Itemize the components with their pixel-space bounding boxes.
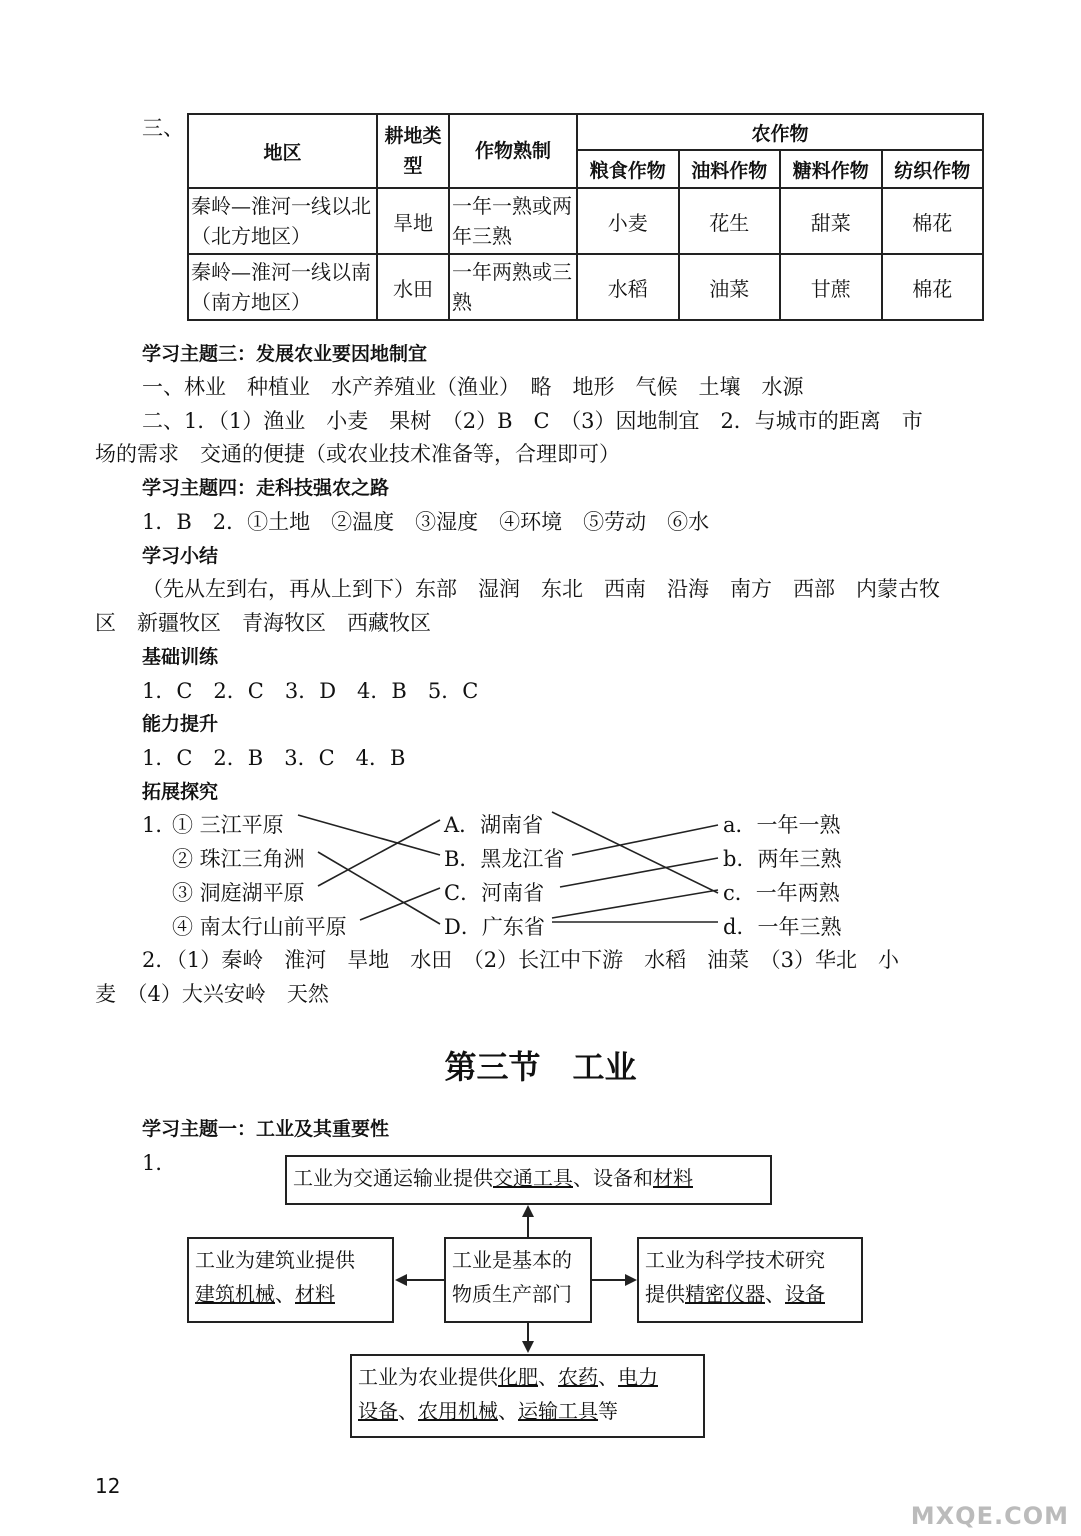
cell-oil: 花生	[679, 188, 781, 254]
header-region: 地区	[188, 114, 377, 188]
box-construction: 工业为建筑业提供 建筑机械、材料	[187, 1237, 394, 1323]
cell-land: 旱地	[377, 188, 449, 254]
header-textile: 纺织作物	[882, 150, 984, 188]
cell-oil: 油菜	[679, 254, 781, 320]
answer-line: 1．C 2．C 3．D 4．B 5．C	[142, 679, 479, 703]
header-oil: 油料作物	[679, 150, 781, 188]
answer-line: 2．（1）秦岭 淮河 旱地 水田 （2）长江中下游 水稻 油菜 （3）华北 小	[142, 948, 899, 972]
cell-region: 秦岭—淮河一线以南（南方地区）	[188, 254, 377, 320]
mid-item: C．河南省	[444, 881, 545, 905]
mid-item: A．湖南省	[444, 813, 544, 837]
cell-cropping: 一年两熟或三熟	[449, 254, 577, 320]
cell-cropping: 一年一熟或两年三熟	[449, 188, 577, 254]
left-item: ④ 南太行山前平原	[172, 915, 347, 939]
header-food: 粮食作物	[577, 150, 679, 188]
matching-number: 1．	[142, 813, 177, 837]
summary-heading: 学习小结	[142, 545, 219, 567]
cell-textile: 棉花	[882, 188, 984, 254]
cell-land: 水田	[377, 254, 449, 320]
right-item: b．两年三熟	[723, 847, 842, 871]
answer-line: （先从左到右，再从上到下）东部 湿润 东北 西南 沿海 南方 西部 内蒙古牧	[142, 577, 940, 601]
basic-heading: 基础训练	[142, 646, 219, 668]
header-cropping: 作物熟制	[449, 114, 577, 188]
box-transport: 工业为交通运输业提供交通工具、设备和材料	[285, 1155, 772, 1205]
watermark: MXQE.COM	[910, 1502, 1069, 1530]
theme4-heading: 学习主题四：走科技强农之路	[142, 477, 390, 499]
header-land: 耕地类型	[377, 114, 449, 188]
page-number: 12	[95, 1474, 121, 1498]
cell-sugar: 甘蔗	[780, 254, 882, 320]
theme3-heading: 学习主题三：发展农业要因地制宜	[142, 343, 428, 365]
answer-line: 二、1．（1）渔业 小麦 果树 （2）B C （3）因地制宜 2．与城市的距离 市	[142, 409, 923, 433]
header-crops: 农作物	[577, 114, 983, 150]
table-label: 三、	[142, 116, 184, 140]
answer-line: 麦 （4）大兴安岭 天然	[95, 982, 329, 1006]
box-science: 工业为科学技术研究 提供精密仪器、设备	[637, 1237, 863, 1323]
theme1-heading: 学习主题一：工业及其重要性	[142, 1118, 390, 1140]
header-sugar: 糖料作物	[780, 150, 882, 188]
cell-sugar: 甜菜	[780, 188, 882, 254]
answer-line: 1．B 2．①土地 ②温度 ③湿度 ④环境 ⑤劳动 ⑥水	[142, 510, 710, 534]
cell-textile: 棉花	[882, 254, 984, 320]
answer-line: 区 新疆牧区 青海牧区 西藏牧区	[95, 611, 431, 635]
diagram-number: 1．	[142, 1151, 177, 1175]
mid-item: B．黑龙江省	[444, 847, 565, 871]
expand-heading: 拓展探究	[142, 781, 219, 803]
cell-food: 水稻	[577, 254, 679, 320]
answer-line: 1．C 2．B 3．C 4．B	[142, 746, 406, 770]
ability-heading: 能力提升	[142, 713, 219, 735]
answer-line: 场的需求 交通的便捷（或农业技术准备等，合理即可）	[95, 442, 620, 466]
cell-food: 小麦	[577, 188, 679, 254]
mid-item: D．广东省	[444, 915, 545, 939]
section-title: 第三节 工业	[444, 1048, 637, 1086]
box-agriculture: 工业为农业提供化肥、农药、电力 设备、农用机械、运输工具等	[350, 1354, 705, 1438]
right-item: d．一年三熟	[723, 915, 842, 939]
right-item: a．一年一熟	[723, 813, 841, 837]
left-item: ③ 洞庭湖平原	[172, 881, 305, 905]
cell-region: 秦岭—淮河一线以北（北方地区）	[188, 188, 377, 254]
right-item: c．一年两熟	[723, 881, 840, 905]
left-item: ② 珠江三角洲	[172, 847, 305, 871]
answer-line: 一、林业 种植业 水产养殖业（渔业） 略 地形 气候 土壤 水源	[142, 375, 804, 399]
box-center: 工业是基本的物质生产部门	[444, 1237, 592, 1323]
left-item: ① 三江平原	[172, 813, 284, 837]
